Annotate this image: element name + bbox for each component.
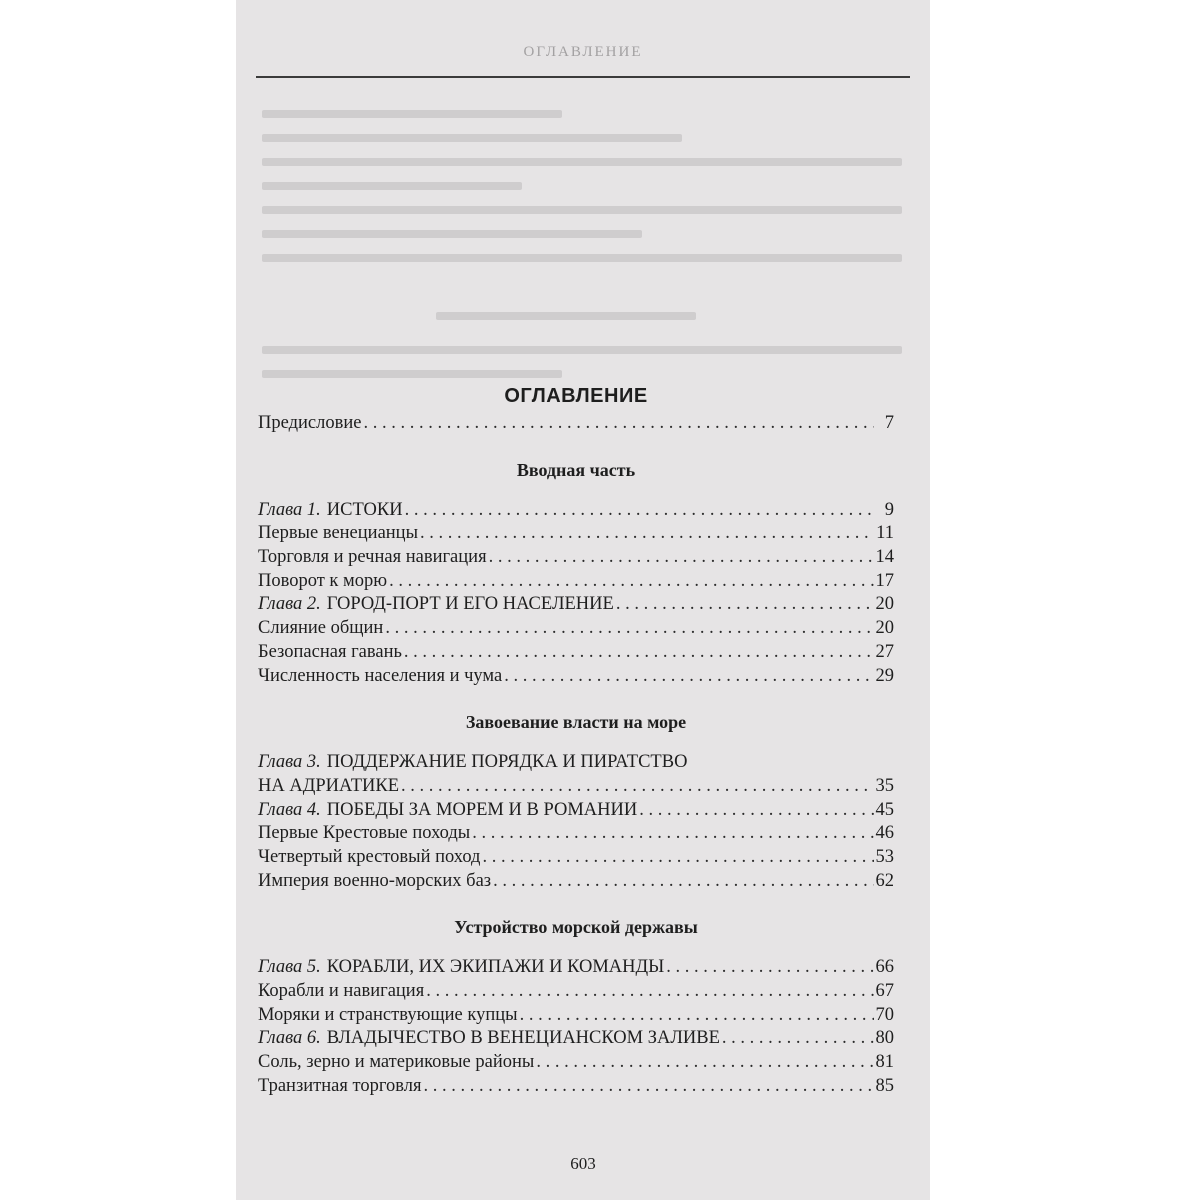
page-number: 80 <box>875 1028 894 1049</box>
section-title-introduction: Вводная часть <box>516 459 636 480</box>
leader-dots <box>536 1051 873 1075</box>
leader-dots <box>616 593 874 617</box>
page-number: 67 <box>875 981 894 1001</box>
entry-label: Предисловие <box>258 413 362 433</box>
toc-entry-continuation <box>258 775 894 799</box>
toc-entry-chapter <box>258 751 894 775</box>
toc-entry <box>258 1075 894 1099</box>
chapter-number: Глава 6. <box>258 1028 321 1049</box>
toc-entry <box>258 870 894 894</box>
page-number: 66 <box>875 957 894 978</box>
leader-dots <box>482 846 873 870</box>
entry-label: Первые венецианцы <box>258 523 419 544</box>
entry-label: ИСТОКИ <box>326 499 403 520</box>
toc-entry-chapter <box>258 1027 894 1051</box>
page-number: 27 <box>875 641 894 662</box>
toc-entry <box>258 617 894 641</box>
entry-label: Поворот к морю <box>258 570 388 591</box>
page-number: 62 <box>875 870 894 891</box>
section-title-maritime-state: Устройство морской державы <box>454 917 698 938</box>
page-folio: 603 <box>570 1154 596 1173</box>
leader-dots <box>420 522 874 546</box>
toc-entry <box>258 546 894 570</box>
toc-entry-chapter <box>258 499 894 523</box>
ghost-running-title: ОГЛАВЛЕНИЕ <box>523 44 643 60</box>
page-number: 29 <box>875 665 894 686</box>
leader-dots <box>389 570 873 594</box>
leader-dots <box>520 1004 874 1028</box>
page-number: 9 <box>884 499 894 520</box>
page-number: 45 <box>875 799 894 820</box>
book-page <box>236 0 930 1200</box>
entry-label: Империя военно-морских баз <box>258 870 492 891</box>
toc-entry <box>258 846 894 870</box>
entry-label: Транзитная торговля <box>258 1075 422 1096</box>
page-number: 20 <box>875 618 894 639</box>
leader-dots <box>426 980 873 1004</box>
page-number: 14 <box>875 547 894 568</box>
leader-dots <box>666 956 873 980</box>
leader-dots <box>639 799 873 823</box>
entry-label-continued: НА АДРИАТИКЕ <box>258 775 400 796</box>
page-number: 20 <box>875 594 894 615</box>
leader-dots <box>493 870 873 894</box>
entry-label: ВЛАДЫЧЕСТВО В ВЕНЕЦИАНСКОМ ЗАЛИВЕ <box>326 1028 720 1049</box>
entry-label: Первые Крестовые походы <box>258 823 471 844</box>
chapter-number: Глава 4. <box>258 799 321 820</box>
entry-label: ПОДДЕРЖАНИЕ ПОРЯДКА И ПИРАТСТВО <box>326 752 688 773</box>
toc-entry <box>258 570 894 594</box>
toc-entry <box>258 1004 894 1028</box>
page-number: 7 <box>884 413 894 433</box>
page-number: 85 <box>875 1075 894 1096</box>
header-rule <box>256 76 910 78</box>
page-number: 35 <box>875 775 894 796</box>
toc-entry <box>258 1051 894 1075</box>
entry-label: ГОРОД-ПОРТ И ЕГО НАСЕЛЕНИЕ <box>326 594 614 615</box>
entry-label: Торговля и речная навигация <box>258 547 487 568</box>
entry-label: КОРАБЛИ, ИХ ЭКИПАЖИ И КОМАНДЫ <box>326 957 665 978</box>
toc-entry-chapter <box>258 799 894 823</box>
chapter-number: Глава 2. <box>258 594 321 615</box>
toc-entry-preface <box>258 412 894 436</box>
toc-entry <box>258 980 894 1004</box>
entry-label: Соль, зерно и материковые районы <box>258 1052 535 1073</box>
toc-entry <box>258 522 894 546</box>
toc-heading: ОГЛАВЛЕНИЕ <box>504 385 648 407</box>
section-title-sea-power: Завоевание власти на море <box>465 712 687 733</box>
entry-label: Моряки и странствующие купцы <box>258 1004 518 1025</box>
leader-dots <box>722 1027 874 1051</box>
leader-dots <box>423 1075 873 1099</box>
page-number: 17 <box>875 570 894 591</box>
toc-entry <box>258 822 894 846</box>
page-number: 46 <box>875 823 894 844</box>
entry-label: Корабли и навигация <box>258 981 425 1001</box>
chapter-number: Глава 3. <box>258 752 321 773</box>
entry-label: Безопасная гавань <box>258 641 402 662</box>
toc-entry <box>258 665 894 689</box>
entry-label: Численность населения и чума <box>258 665 503 686</box>
leader-dots <box>401 775 873 799</box>
entry-label: Четвертый крестовый поход <box>258 846 481 867</box>
table-of-contents <box>258 380 894 1098</box>
leader-dots <box>385 617 873 641</box>
toc-entry-chapter <box>258 593 894 617</box>
page-number: 81 <box>875 1052 894 1073</box>
toc-entry-chapter <box>258 956 894 980</box>
page-number: 70 <box>875 1004 894 1025</box>
leader-dots <box>404 641 874 665</box>
leader-dots <box>405 499 874 523</box>
chapter-number: Глава 1. <box>258 499 321 520</box>
toc-entry <box>258 641 894 665</box>
leader-dots <box>504 665 873 689</box>
entry-label: Слияние общин <box>258 618 384 639</box>
leader-dots <box>489 546 874 570</box>
entry-label: ПОБЕДЫ ЗА МОРЕМ И В РОМАНИИ <box>326 799 638 820</box>
leader-dots <box>363 412 874 436</box>
page-number: 53 <box>875 846 894 867</box>
leader-dots <box>472 822 873 846</box>
page-number: 11 <box>876 523 894 544</box>
chapter-number: Глава 5. <box>258 957 321 978</box>
